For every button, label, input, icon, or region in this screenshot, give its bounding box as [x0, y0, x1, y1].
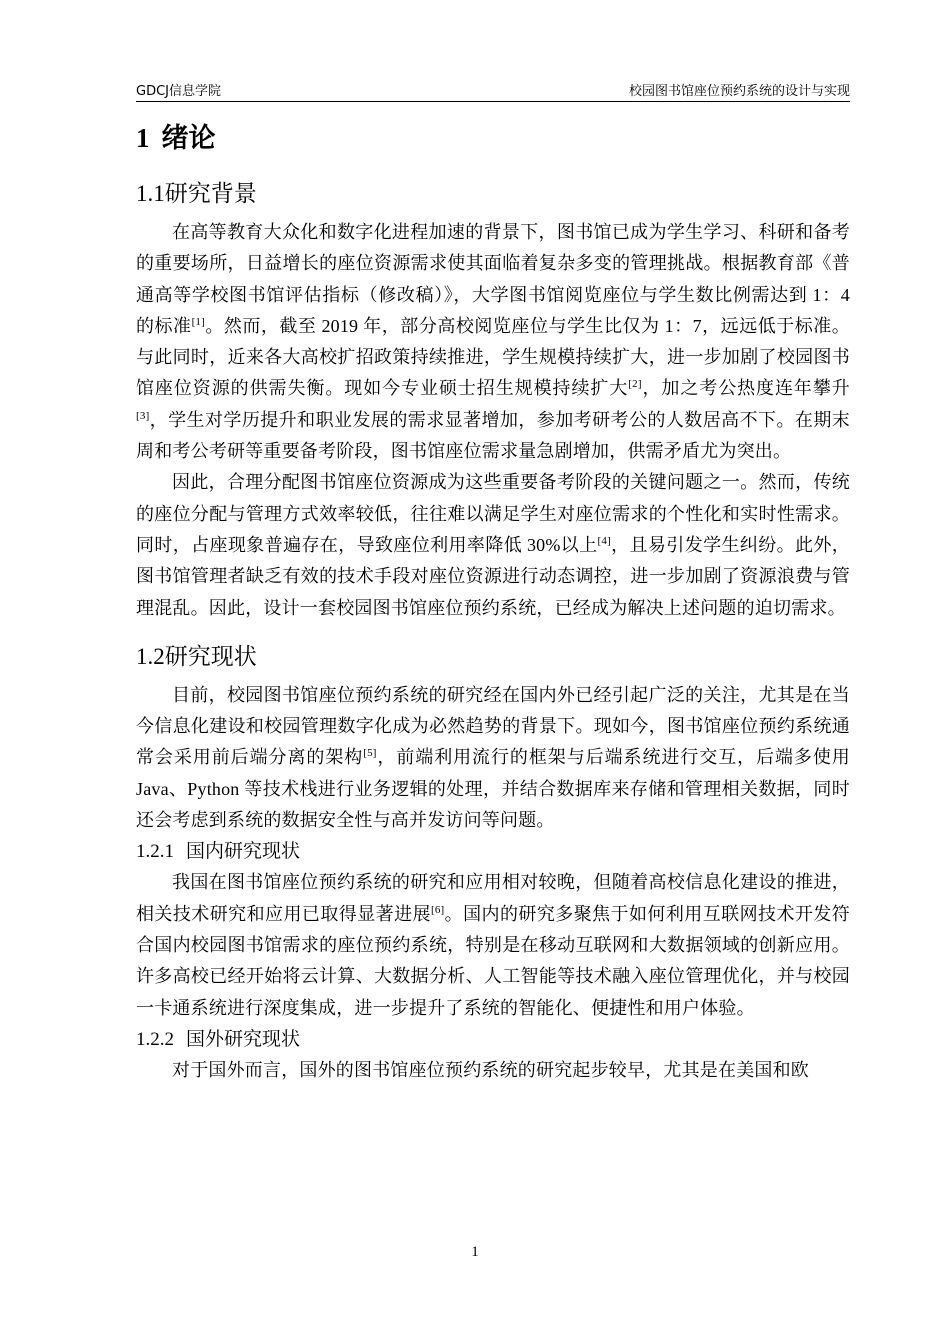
section-number: 1.1 [136, 181, 165, 206]
section-title: 研究现状 [164, 643, 257, 670]
citation: [2] [628, 378, 642, 391]
text-run: 。国内的研究多聚焦于如何利用互联网技术开发符合国内校园图书馆需求的座位预约系统，特别是在移动互联网和大数据领域的创新应用。许多高校已经开始将云计算、大数据分析、人工智能等技术融入座位管理优化，并与校园一卡通系统进行深度集成，进一步提升了系统的智能化、便捷性和用户体验。 [136, 903, 850, 1018]
text-run: ，学生对学历提升和职业发展的需求显著增加，参加考研考公的人数居高不下。在期末周和考公考研等重要备考阶段，图书馆座位需求量急剧增加，供需矛盾尤为突出。 [136, 409, 850, 462]
header-thesis-title: 校园图书馆座位预约系统的设计与实现 [628, 84, 850, 99]
page-body [136, 108, 850, 1086]
subsection-title: 国外研究现状 [186, 1027, 301, 1050]
section-heading [136, 638, 850, 676]
text-run: 目前，校园图书馆座位预约系统的研究经在国内外已经引起广泛的关注，尤其是在当今信息化建设和校园管理数字化成为必然趋势的背景下。现如今，图书馆座位预约系统通常会采用前后端分离的架构 [136, 684, 850, 768]
citation: [3] [136, 409, 150, 422]
text-run: ，加之考公热度连年攀升 [641, 378, 850, 399]
chapter-number: 1 [136, 123, 150, 153]
chapter-heading [136, 116, 850, 161]
text-run: 在高等教育大众化和数字化进程加速的背景下，图书馆已成为学生学习、科研和备考的重要场所，日益增长的座位资源需求使其面临着复杂多变的管理挑战。根据教育部《普通高等学校图书馆评估指标（修改稿）》，大学图书馆阅览座位与学生数比例需达到 1：4 的标准 [136, 222, 850, 336]
section-title: 研究背景 [164, 181, 257, 207]
text-run: ，前端利用流行的框架与后端系统进行交互，后端多使用 Java、Python 等技术栈进行业务逻辑的处理，并结合数据库来存储和管理相关数据，同时还会考虑到系统的数据安全性与高并发访问等问题。 [136, 747, 851, 831]
subsection-number: 1.2.2 [136, 1028, 174, 1050]
text-run: 对于国外而言，国外的图书馆座位预约系统的研究起步较早，尤其是在美国和欧 [172, 1059, 809, 1080]
text-run: 。然而，截至 2019 年，部分高校阅览座位与学生比仅为 1：7，远远低于标准。与此同时，近来各大高校扩招政策持续推进，学生规模持续扩大，进一步加剧了校园图书馆座位资源的供需失衡。现如今专业硕士招生规模持续扩大 [136, 315, 850, 399]
header-institution: GDCJ信息学院 [136, 84, 221, 99]
text-run: ，且易引发学生纠纷。此外，图书馆管理者缺乏有效的技术手段对座位资源进行动态调控，进一步加剧了资源浪费与管理混乱。因此，设计一套校园图书馆座位预约系统，已经成为解决上述问题的迫切需求。 [136, 534, 850, 618]
section-heading [136, 175, 850, 213]
citation: [6] [430, 903, 445, 916]
subsection-number: 1.2.1 [136, 841, 174, 863]
citation: [5] [363, 747, 377, 760]
text-run: 因此，合理分配图书馆座位资源成为这些重要备考阶段的关键问题之一。然而，传统的座位分配与管理方式效率较低，往往难以满足学生对座位需求的个性化和实时性需求。同时，占座现象普遍存在，导致座位利用率降低 30%以上 [136, 472, 850, 555]
paragraph [136, 467, 850, 623]
paragraph [136, 217, 850, 467]
page-header [136, 78, 850, 100]
paragraph [136, 680, 850, 836]
citation: [4] [597, 534, 611, 547]
subsection-heading [136, 1024, 850, 1055]
citation: [1] [191, 315, 205, 328]
text-run: 我国在图书馆座位预约系统的研究和应用相对较晚，但随着高校信息化建设的推进，相关技术研究和应用已取得显著进展 [136, 872, 850, 924]
paragraph [136, 1055, 850, 1086]
paragraph [136, 867, 850, 1023]
page-number: 1 [471, 1244, 479, 1260]
chapter-title: 绪论 [161, 123, 216, 154]
subsection-heading [136, 836, 850, 867]
header-divider [136, 101, 850, 102]
subsection-title: 国内研究现状 [186, 840, 301, 863]
section-number: 1.2 [136, 643, 165, 669]
